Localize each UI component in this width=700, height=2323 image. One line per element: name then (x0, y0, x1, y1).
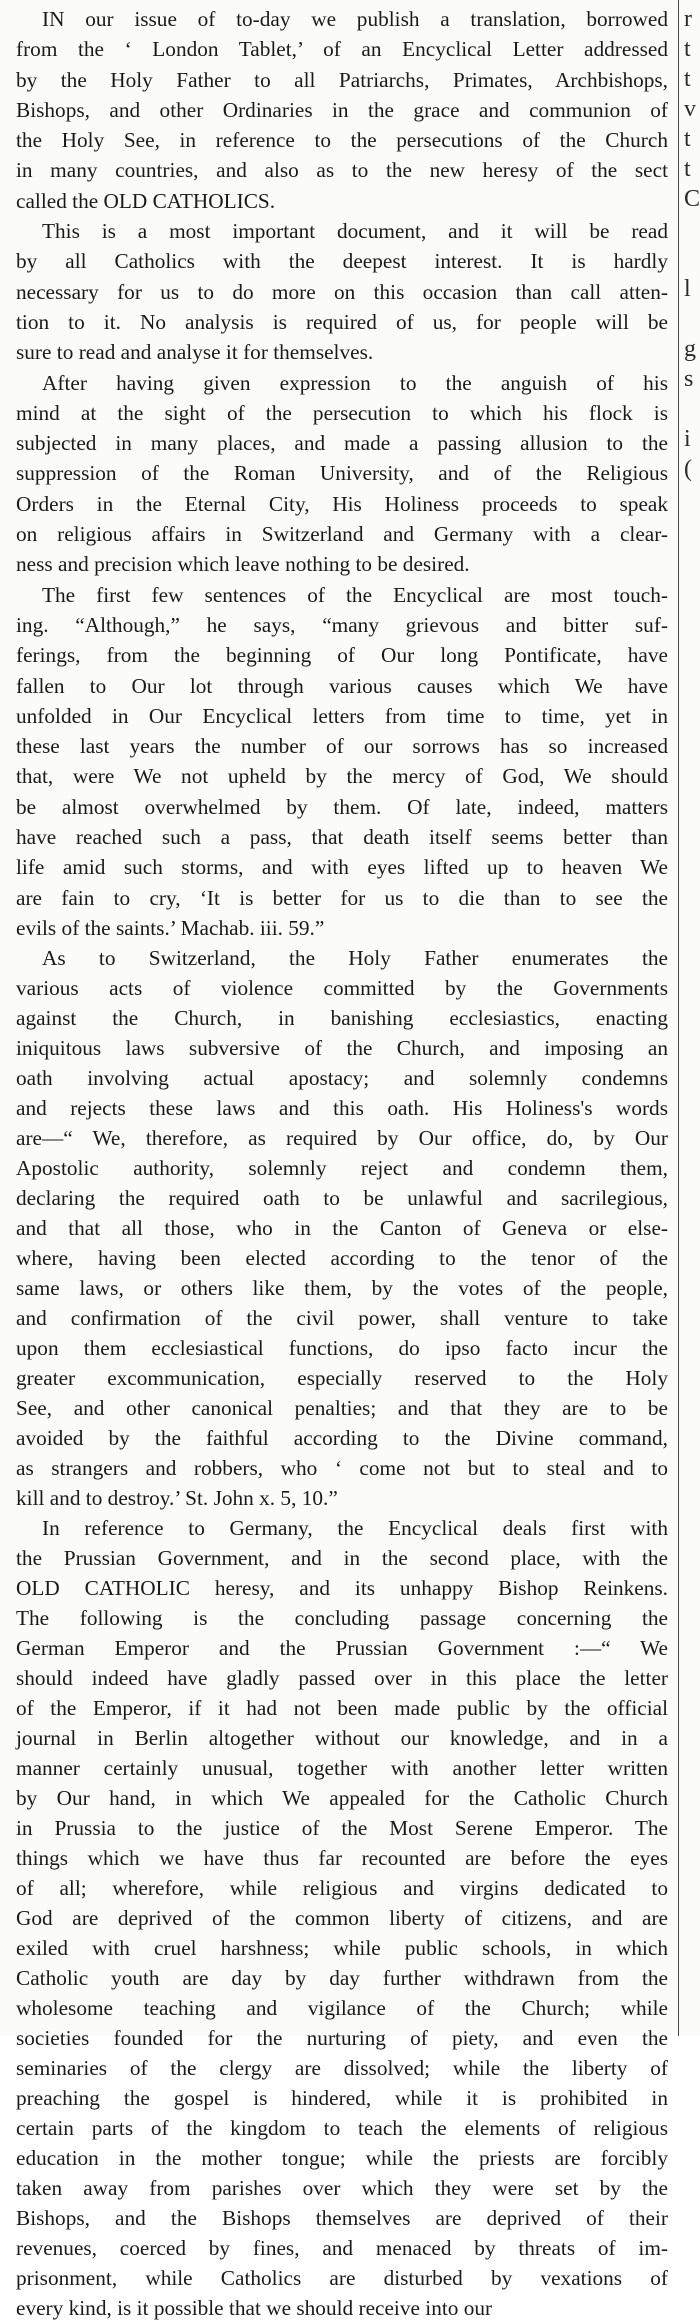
text-line: are fain to cry, ‘It is better for us to die than to see the (16, 885, 668, 910)
fragment-letter (684, 1684, 700, 1714)
fragment-letter (684, 994, 700, 1024)
text-line: taken away from parishes over which they were set by the (16, 2176, 668, 2201)
fragment-letter (684, 784, 700, 814)
fragment-letter (684, 814, 700, 844)
text-line: evils of the saints.’ Machab. iii. 59.” (16, 915, 325, 940)
text-line: called the OLD CATHOLICS. (16, 188, 276, 213)
text-line: of the Emperor, if it had not been made public by the official (16, 1696, 668, 1721)
fragment-letter (684, 1804, 700, 1834)
fragment-letter: s (684, 366, 694, 392)
fragment-letter (684, 1384, 700, 1414)
fragment-letter: l (684, 276, 691, 302)
text-line: OLD CATHOLIC heresy, and its unhappy Bishop Reinkens. (16, 1576, 668, 1601)
fragment-letter (684, 1114, 700, 1144)
fragment-letter (684, 1624, 700, 1654)
adjacent-column-fragments (684, 4, 700, 1984)
text-line: The first few sentences of the Encyclical are most touch- (42, 582, 668, 607)
fragment-letter (684, 1564, 700, 1594)
text-line: fallen to Our lot through various causes which We have (16, 673, 668, 698)
text-line: avoided by the faithful according to the Divine command, (16, 1426, 668, 1451)
fragment-letter (684, 544, 700, 574)
text-line: have reached such a pass, that death itself seems better than (16, 825, 668, 850)
text-line: oath involving actual apostacy; and solemnly condemns (16, 1066, 668, 1091)
fragment-letter (684, 1144, 700, 1174)
fragment-letter (684, 1054, 700, 1084)
text-line: life amid such storms, and with eyes lifted up to heaven We (16, 855, 668, 880)
fragment-letter: t (684, 66, 691, 92)
fragment-letter (684, 1264, 700, 1294)
text-line: ing. “Although,” he says, “many grievous and bitter suf- (16, 612, 668, 637)
text-line: on religious affairs in Switzerland and Germany with a clear- (16, 522, 668, 547)
text-line: societies founded for the nurturing of piety, and even the (16, 2026, 668, 2051)
fragment-letter (684, 1084, 700, 1114)
text-line: seminaries of the clergy are dissolved; while the liberty of (16, 2056, 668, 2081)
fragment-letter (684, 1774, 700, 1804)
fragment-letter: r (684, 6, 692, 32)
fragment-letter (684, 1024, 700, 1054)
fragment-letter: C (684, 186, 700, 212)
text-line: After having given expression to the anguish of his (42, 370, 668, 395)
article-paragraph (16, 1513, 668, 2323)
text-line: that, were We not upheld by the mercy of God, We should (16, 764, 668, 789)
fragment-letter (684, 1924, 700, 1954)
fragment-letter (684, 574, 700, 604)
fragment-letter (684, 724, 700, 754)
fragment-letter (684, 1894, 700, 1924)
text-line: prisonment, while Catholics are disturbed by vexations of (16, 2266, 668, 2291)
text-line: various acts of violence committed by the Governments (16, 976, 668, 1001)
text-line: from the ‘ London Tablet,’ of an Encyclical Letter addressed (16, 37, 668, 62)
fragment-letter (684, 244, 700, 274)
fragment-letter (684, 1174, 700, 1204)
text-line: iniquitous laws subversive of the Church, and imposing an (16, 1036, 668, 1061)
text-line: education in the mother tongue; while the priests are forcibly (16, 2146, 668, 2171)
text-line: should indeed have gladly passed over in this place the letter (16, 1666, 668, 1691)
fragment-letter (684, 1594, 700, 1624)
text-line: subjected in many places, and made a passing allusion to the (16, 431, 668, 456)
text-line: things which we have thus far recounted are before the eyes (16, 1846, 668, 1871)
fragment-letter (684, 1744, 700, 1774)
text-line: suppression of the Roman University, and of the Religious (16, 461, 668, 486)
text-line: God are deprived of the common liberty of citizens, and are (16, 1906, 668, 1931)
text-line: these last years the number of our sorrows has so increased (16, 734, 668, 759)
fragment-letter (684, 1414, 700, 1444)
text-line: against the Church, in banishing ecclesiastics, enacting (16, 1006, 668, 1031)
text-line: in many countries, and also as to the new heresy of the sect (16, 158, 668, 183)
fragment-letter: i (684, 426, 691, 452)
fragment-letter (684, 514, 700, 544)
fragment-letter: t (684, 36, 691, 62)
fragment-letter (684, 1294, 700, 1324)
fragment-letter (684, 754, 700, 784)
fragment-letter (684, 964, 700, 994)
text-line: ferings, from the beginning of Our long Pontificate, have (16, 643, 668, 668)
fragment-letter (684, 904, 700, 934)
text-line: where, having been elected according to the tenor of the (16, 1246, 668, 1271)
fragment-letter (684, 874, 700, 904)
text-line: manner certainly unusual, together with another letter written (16, 1756, 668, 1781)
fragment-letter (684, 1354, 700, 1384)
fragment-letter (684, 484, 700, 514)
article-paragraph (16, 4, 668, 216)
text-line: are—“ We, therefore, as required by Our office, do, by Our (16, 1126, 668, 1151)
column-rule (678, 0, 679, 2036)
text-line: Apostolic authority, solemnly reject and condemn them, (16, 1156, 668, 1181)
fragment-letter (684, 1234, 700, 1264)
text-line: Catholic youth are day by day further withdrawn from the (16, 1966, 668, 1991)
fragment-letter: t (684, 126, 691, 152)
fragment-letter (684, 1954, 700, 1984)
text-line: German Emperor and the Prussian Government :—“ We (16, 1636, 668, 1661)
text-line: kill and to destroy.’ St. John x. 5, 10.” (16, 1486, 338, 1511)
text-line: be almost overwhelmed by them. Of late, indeed, matters (16, 794, 668, 819)
text-line: Bishops, and the Bishops themselves are deprived of their (16, 2206, 668, 2231)
text-line: certain parts of the kingdom to teach the elements of religious (16, 2116, 668, 2141)
fragment-letter (684, 934, 700, 964)
text-line: declaring the required oath to be unlawful and sacrilegious, (16, 1186, 668, 1211)
fragment-letter: t (684, 156, 691, 182)
text-line: in Prussia to the justice of the Most Serene Emperor. The (16, 1816, 668, 1841)
fragment-letter (684, 844, 700, 874)
text-line: by all Catholics with the deepest interest. It is hardly (16, 249, 668, 274)
text-line: ness and precision which leave nothing to be desired. (16, 552, 470, 577)
text-line: same laws, or others like them, by the votes of the people, (16, 1276, 668, 1301)
article-column (16, 4, 668, 2323)
text-line: revenues, coerced by fines, and menaced by threats of im- (16, 2236, 668, 2261)
text-line: tion to it. No analysis is required of us, for people will be (16, 309, 668, 334)
text-line: greater excommunication, especially reserved to the Holy (16, 1366, 668, 1391)
fragment-letter (684, 304, 700, 334)
text-line: and rejects these laws and this oath. His Holiness's words (16, 1096, 668, 1121)
fragment-letter (684, 214, 700, 244)
text-line: As to Switzerland, the Holy Father enumerates the (42, 946, 668, 971)
article-paragraph (16, 368, 668, 580)
fragment-letter (684, 634, 700, 664)
article-paragraph (16, 216, 668, 367)
text-line: the Prussian Government, and in the second place, with the (16, 1546, 668, 1571)
text-line: preaching the gospel is hindered, while it is prohibited in (16, 2086, 668, 2111)
fragment-letter: v (684, 96, 696, 122)
text-line: necessary for us to do more on this occasion than call atten- (16, 279, 668, 304)
text-line: and that all those, who in the Canton of Geneva or else- (16, 1216, 668, 1241)
article-paragraph (16, 943, 668, 1513)
text-line: wholesome teaching and vigilance of the Church; while (16, 1996, 668, 2021)
text-line: In reference to Germany, the Encyclical deals first with (42, 1516, 668, 1541)
fragment-letter (684, 664, 700, 694)
text-line: unfolded in Our Encyclical letters from time to time, yet in (16, 703, 668, 728)
text-line: and confirmation of the civil power, shall venture to take (16, 1306, 668, 1331)
fragment-letter (684, 1834, 700, 1864)
fragment-letter (684, 1714, 700, 1744)
text-line: Orders in the Eternal City, His Holiness proceeds to speak (16, 491, 668, 516)
fragment-letter: g (684, 336, 696, 362)
fragment-letter (684, 1534, 700, 1564)
text-line: journal in Berlin altogether without our knowledge, and in a (16, 1726, 668, 1751)
text-line: every kind, is it possible that we should receive into our (16, 2296, 493, 2321)
text-line: IN our issue of to-day we publish a translation, borrowed (42, 7, 668, 31)
fragment-letter (684, 394, 700, 424)
fragment-letter (684, 1474, 700, 1504)
fragment-letter (684, 1504, 700, 1534)
fragment-letter (684, 604, 700, 634)
text-line: This is a most important document, and it will be read (42, 219, 668, 244)
text-line: sure to read and analyse it for themselves. (16, 340, 374, 365)
text-line: See, and other canonical penalties; and that they are to be (16, 1396, 668, 1421)
text-line: Bishops, and other Ordinaries in the grace and communion of (16, 97, 668, 122)
fragment-letter (684, 1324, 700, 1354)
text-line: mind at the sight of the persecution to which his flock is (16, 400, 668, 425)
fragment-letter (684, 1204, 700, 1234)
fragment-letter (684, 1444, 700, 1474)
fragment-letter (684, 694, 700, 724)
fragment-letter: ( (684, 456, 692, 482)
article-paragraph (16, 580, 668, 944)
fragment-letter (684, 1864, 700, 1894)
text-line: the Holy See, in reference to the persecutions of the Church (16, 128, 668, 153)
text-line: by Our hand, in which We appealed for the Catholic Church (16, 1786, 668, 1811)
text-line: The following is the concluding passage concerning the (16, 1606, 668, 1631)
text-line: by the Holy Father to all Patriarchs, Primates, Archbishops, (16, 67, 668, 92)
text-line: as strangers and robbers, who ‘ come not but to steal and to (16, 1456, 668, 1481)
text-line: exiled with cruel harshness; while public schools, in which (16, 1936, 668, 1961)
text-line: of all; wherefore, while religious and virgins dedicated to (16, 1876, 668, 1901)
fragment-letter (684, 1654, 700, 1684)
text-line: upon them ecclesiastical functions, do ipso facto incur the (16, 1336, 668, 1361)
